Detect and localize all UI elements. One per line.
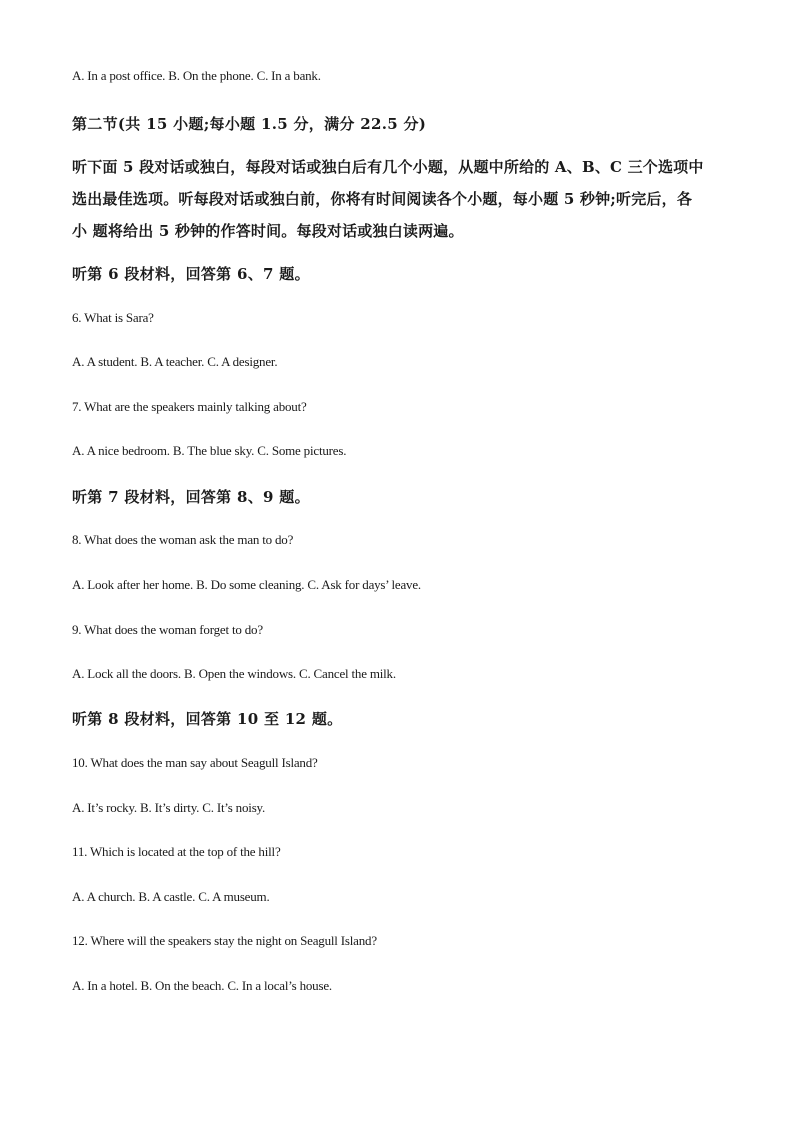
question-10: 10. What does the man say about Seagull Island? — [72, 755, 318, 770]
section-heading: 第二节(共 15 小题;每小题 1.5 分，满分 22.5 分) — [72, 115, 427, 133]
question-11: 11. Which is located at the top of the hill? — [72, 844, 281, 859]
material-7-heading: 听第 7 段材料，回答第 8、9 题。 — [72, 488, 310, 506]
question-11-options: A. A church. B. A castle. C. A museum. — [72, 889, 270, 904]
question-6: 6. What is Sara? — [72, 310, 154, 325]
question-12: 12. Where will the speakers stay the night on Seagull Island? — [72, 933, 377, 948]
question-8: 8. What does the woman ask the man to do? — [72, 532, 294, 547]
material-8-heading: 听第 8 段材料，回答第 10 至 12 题。 — [72, 710, 343, 728]
question-7: 7. What are the speakers mainly talking about? — [72, 399, 307, 414]
question-9-options: A. Lock all the doors. B. Open the windows. C. Cancel the milk. — [72, 666, 396, 681]
question-9: 9. What does the woman forget to do? — [72, 622, 263, 637]
instructions — [72, 151, 727, 247]
instruction-line: 选出最佳选项。听每段对话或独白前，你将有时间阅读各个小题，每小题 5 秒钟;听完后，各 — [72, 190, 693, 208]
material-6-heading: 听第 6 段材料，回答第 6、7 题。 — [72, 265, 310, 283]
q5-options: A. In a post office. B. On the phone. C. In a bank. — [72, 68, 321, 83]
instruction-line: 小 题将给出 5 秒钟的作答时间。每段对话或独白读两遍。 — [72, 222, 464, 240]
question-6-options: A. A student. B. A teacher. C. A designer. — [72, 354, 278, 369]
instruction-line: 听下面 5 段对话或独白，每段对话或独白后有几个小题，从题中所给的 A、B、C 三个选项中 — [72, 158, 704, 176]
question-8-options: A. Look after her home. B. Do some cleaning. C. Ask for days’ leave. — [72, 577, 421, 592]
question-10-options: A. It’s rocky. B. It’s dirty. C. It’s noisy. — [72, 800, 266, 815]
question-12-options: A. In a hotel. B. On the beach. C. In a local’s house. — [72, 978, 332, 993]
question-7-options: A. A nice bedroom. B. The blue sky. C. Some pictures. — [72, 443, 347, 458]
